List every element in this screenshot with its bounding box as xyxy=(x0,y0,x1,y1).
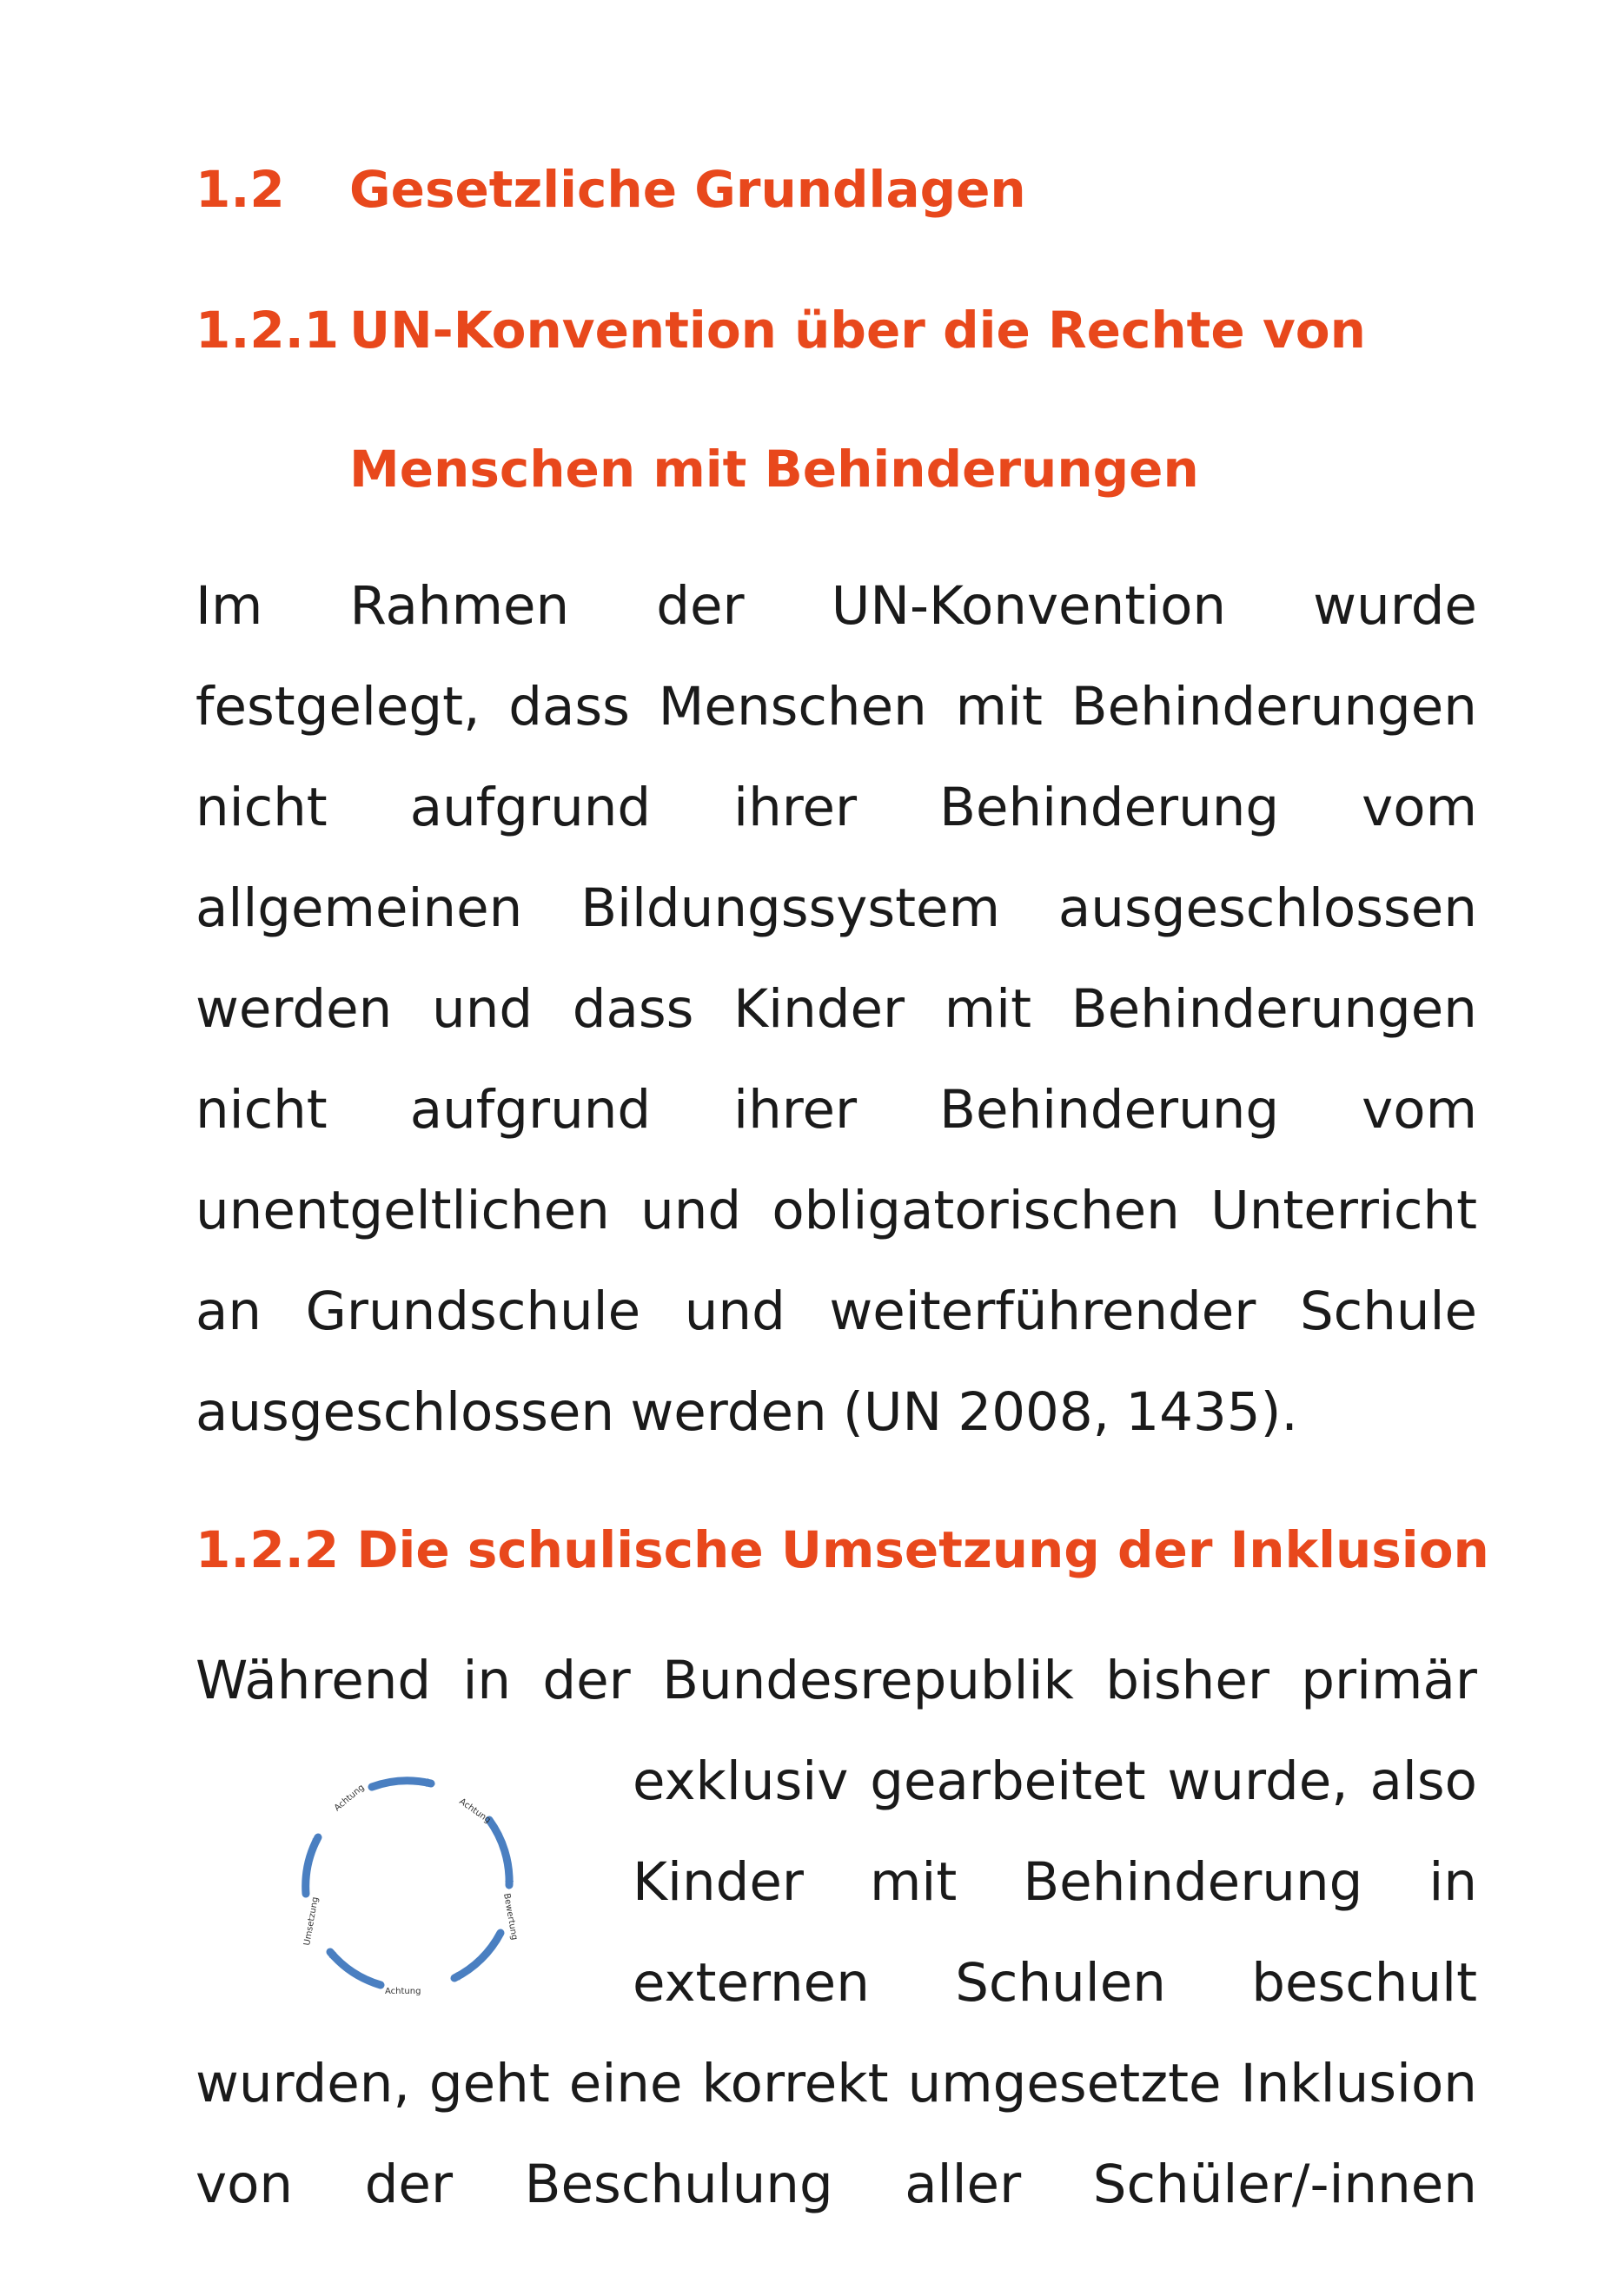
word: Kinder xyxy=(733,978,905,1040)
word: beschult xyxy=(1251,1952,1477,2014)
word: mit xyxy=(869,1851,958,1913)
heading-1-2-1-continued xyxy=(349,434,1199,504)
cycle-label: Achtung xyxy=(457,1796,493,1826)
cycle-arrow xyxy=(454,1933,500,1978)
heading-1-2-2 xyxy=(196,1515,1489,1585)
word: in xyxy=(462,1650,512,1711)
word: und xyxy=(640,1180,742,1241)
word: Inklusion xyxy=(1240,2053,1477,2114)
word: Bildungssystem xyxy=(580,877,1001,939)
word: ausgeschlossen xyxy=(1057,877,1477,939)
word: Schulen xyxy=(955,1952,1166,2014)
word: nicht xyxy=(196,1079,328,1141)
cycle-arrow xyxy=(372,1781,431,1787)
text-line xyxy=(196,858,1477,959)
text-line xyxy=(196,1261,1477,1362)
word: aufgrund xyxy=(409,777,652,838)
word: 1435). xyxy=(1125,1381,1298,1443)
text-line xyxy=(633,1731,1477,1832)
word: Behinderungen xyxy=(1071,978,1477,1040)
word: und xyxy=(684,1280,785,1342)
text-line xyxy=(196,1060,1477,1161)
word: aufgrund xyxy=(409,1079,652,1141)
word: also xyxy=(1369,1750,1477,1812)
word: der xyxy=(364,2154,454,2215)
word: von xyxy=(196,2154,294,2215)
text-line xyxy=(633,1933,1477,2034)
text-line xyxy=(196,1161,1477,1261)
cycle-diagram xyxy=(276,1750,537,2020)
text-line xyxy=(633,1832,1477,1933)
cycle-label: Achtung xyxy=(385,1987,421,1996)
word: eine xyxy=(568,2053,683,2114)
word: vom xyxy=(1362,1079,1477,1141)
text-line xyxy=(196,657,1477,758)
heading-title: Gesetzliche Grundlagen xyxy=(349,160,1026,219)
word: in xyxy=(1428,1851,1477,1913)
word: gearbeitet xyxy=(870,1750,1146,1812)
word: mit xyxy=(944,978,1032,1040)
heading-title: 1.2.2 Die schulische Umsetzung der Inklusion xyxy=(196,1520,1489,1579)
word: der xyxy=(542,1650,631,1711)
cycle-label: Achtung xyxy=(332,1783,367,1814)
word: Grundschule xyxy=(305,1280,641,1342)
text-line xyxy=(196,1362,1477,1463)
word: Während xyxy=(196,1650,432,1711)
word: allgemeinen xyxy=(196,877,523,939)
word: Behinderung xyxy=(939,1079,1280,1141)
word: Behinderung xyxy=(1023,1851,1363,1913)
word: Rahmen xyxy=(349,575,570,637)
word: Bundesrepublik xyxy=(662,1650,1074,1711)
word: und xyxy=(432,978,534,1040)
heading-title-line2: Menschen mit Behinderungen xyxy=(349,440,1199,499)
paragraph-umsetzung-continued xyxy=(196,2034,1477,2235)
word: Im xyxy=(196,575,263,637)
word: (UN xyxy=(843,1381,943,1443)
text-line xyxy=(196,556,1477,657)
word: der xyxy=(656,575,745,637)
heading-title-line1: UN-Konvention über die Rechte von xyxy=(349,301,1366,360)
word: weiterführender xyxy=(829,1280,1256,1342)
word: Behinderung xyxy=(939,777,1280,838)
cycle-label: Bewertung xyxy=(501,1892,520,1942)
word: Kinder xyxy=(633,1851,804,1913)
word: UN-Konvention xyxy=(831,575,1227,637)
cycle-arrow xyxy=(306,1837,318,1894)
word: umgesetzte xyxy=(907,2053,1222,2114)
word: wurde xyxy=(1313,575,1477,637)
word: werden xyxy=(196,978,393,1040)
text-line xyxy=(196,2134,1477,2235)
word: ihrer xyxy=(733,1079,858,1141)
text-line xyxy=(196,1631,1477,1731)
word: werden xyxy=(630,1381,827,1443)
word: unentgeltlichen xyxy=(196,1180,610,1241)
cycle-arrow xyxy=(489,1820,509,1885)
paragraph-un-konvention xyxy=(196,556,1477,1463)
text-line xyxy=(196,758,1477,858)
word: Schule xyxy=(1299,1280,1477,1342)
word: aller xyxy=(905,2154,1022,2215)
word: festgelegt, xyxy=(196,676,481,738)
word: bisher xyxy=(1105,1650,1269,1711)
word: dass xyxy=(508,676,630,738)
word: Behinderungen xyxy=(1071,676,1477,738)
cycle-diagram-svg xyxy=(276,1750,537,2020)
heading-number: 1.2 xyxy=(196,160,285,219)
word: 2008, xyxy=(958,1381,1110,1443)
word: an xyxy=(196,1280,262,1342)
cycle-arrow xyxy=(330,1952,381,1985)
word: nicht xyxy=(196,777,328,838)
word: mit xyxy=(955,676,1043,738)
text-line xyxy=(196,2034,1477,2134)
text-line xyxy=(196,959,1477,1060)
word: Beschulung xyxy=(524,2154,833,2215)
word: externen xyxy=(633,1952,870,2014)
word: obligatorischen xyxy=(772,1180,1180,1241)
word: exklusiv xyxy=(633,1750,849,1812)
word: geht xyxy=(428,2053,550,2114)
cycle-label: Umsetzung xyxy=(302,1896,321,1947)
word: primär xyxy=(1301,1650,1477,1711)
word: vom xyxy=(1362,777,1477,838)
word: Unterricht xyxy=(1210,1180,1477,1241)
word: wurde, xyxy=(1167,1750,1349,1812)
paragraph-umsetzung-line1 xyxy=(196,1631,1477,1731)
word: ausgeschlossen xyxy=(196,1381,615,1443)
word: ihrer xyxy=(733,777,858,838)
word: wurden, xyxy=(196,2053,410,2114)
word: dass xyxy=(572,978,694,1040)
heading-1-2-1 xyxy=(196,295,1366,365)
word: Menschen xyxy=(658,676,927,738)
heading-number: 1.2.1 xyxy=(196,301,340,360)
heading-1-2 xyxy=(196,155,1026,224)
word: korrekt xyxy=(701,2053,889,2114)
word: Schüler/-innen xyxy=(1092,2154,1477,2215)
